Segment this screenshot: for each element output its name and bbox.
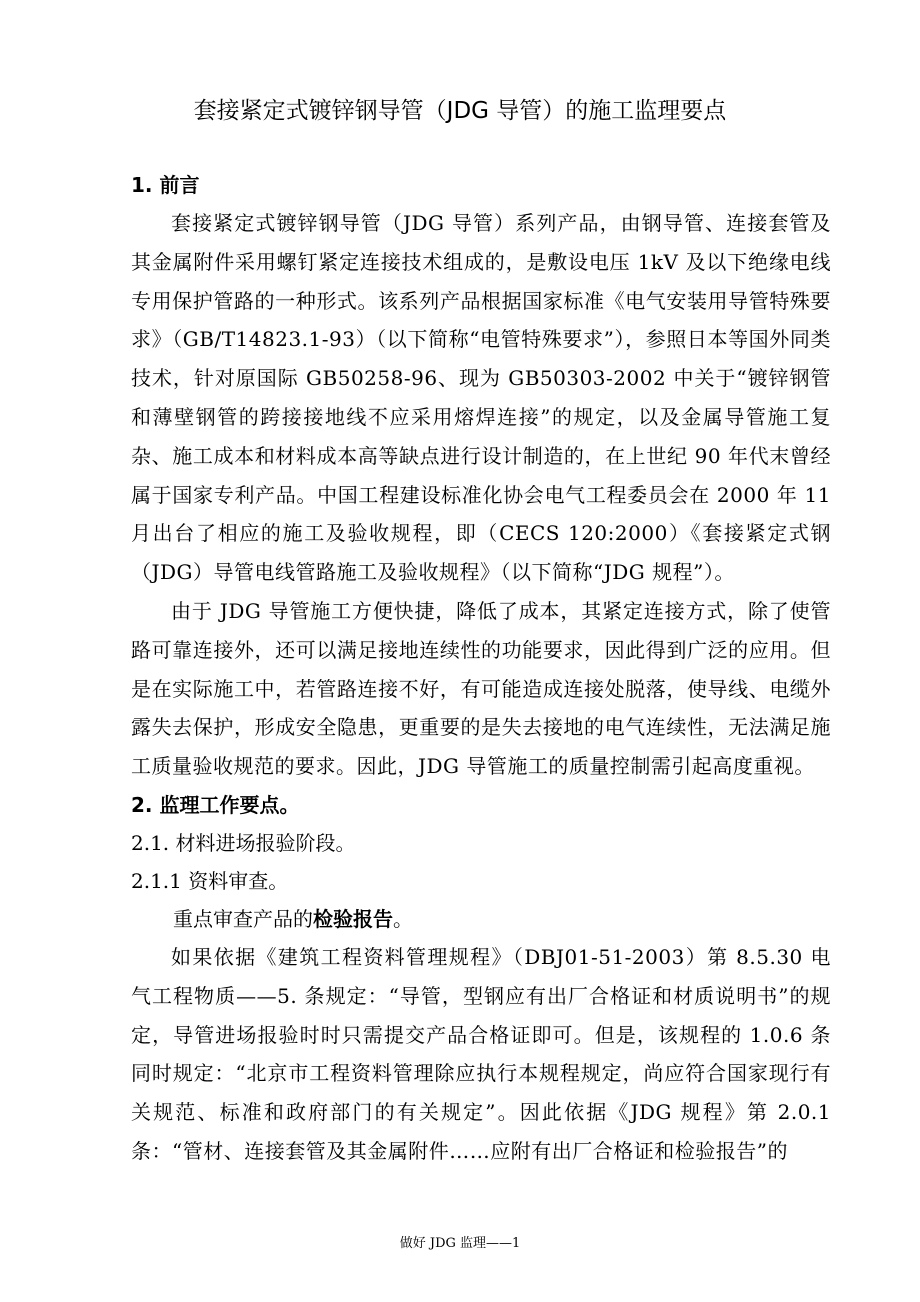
section-1-heading: 1. 前言	[131, 173, 200, 197]
subsection-2-1-1-heading: 2.1.1 资料审查。	[131, 868, 289, 893]
section-2-paragraph: 如果依据《建筑工程资料管理规程》（DBJ01-51-2003）第 8.5.30 电气工程物质——5. 条规定：“导管，型钢应有出厂合格证和材质说明书”的规定，导管进场报验时时只需提交产品合格证即可。但是，该规程的 1.0.6 条同时规定：“北京市工程资料管理除应执行本规程规定，尚应符合国家现行有关规范、标准和政府部门的有关规定”。因此依据《JDG 规程》第 2.0.1 条：“管材、连接套管及其金属附件……应附有出厂合格证和检验报告”的	[131, 944, 831, 1163]
review-suffix: 。	[393, 906, 413, 931]
document-title: 套接紧定式镀锌钢导管（JDG 导管）的施工监理要点	[193, 98, 727, 124]
section-1-paragraph-2: 由于 JDG 导管施工方便快捷，降低了成本，其紧定连接方式，除了使管路可靠连接外，还可以满足接地连续性的功能要求，因此得到广泛的应用。但是在实际施工中，若管路连接不好，有可能造成连接处脱落，使导线、电缆外露失去保护，形成安全隐患，更重要的是失去接地的电气连续性，无法满足施工质量验收规范的要求。因此，JDG 导管施工的质量控制需引起高度重视。	[131, 598, 831, 779]
review-bold-term: 检验报告	[313, 906, 393, 931]
review-prefix: 重点审查产品的	[173, 906, 313, 931]
subsection-2-1-heading: 2.1. 材料进场报验阶段。	[131, 830, 356, 855]
section-1-paragraph-1: 套接紧定式镀锌钢导管（JDG 导管）系列产品，由钢导管、连接套管及其金属附件采用螺钉紧定连接技术组成的，是敷设电压 1kV 及以下绝缘电线专用保护管路的一种形式。该系列产品根据国家标准《电气安装用导管特殊要求》（GB/T14823.1-93）（以下简称“电管特殊要求”），参照日本等国外同类技术，针对原国际 GB50258-96、现为 GB50303-2002 中关于“镀锌钢管和薄壁钢管的跨接接地线不应采用熔焊连接”的规定，以及金属导管施工复杂、施工成本和材料成本高等缺点进行设计制造的，在上世纪 90 年代末曾经属于国家专利产品。中国工程建设标准化协会电气工程委员会在 2000 年 11 月出台了相应的施工及验收规程，即（CECS 120:2000）《套接紧定式钢（JDG）导管电线管路施工及验收规程》（以下简称“JDG 规程”）。	[131, 211, 831, 585]
section-2-heading: 2. 监理工作要点。	[131, 792, 300, 817]
document-body	[131, 166, 831, 1171]
page-footer: 做好 JDG 监理——1	[399, 1236, 521, 1251]
review-focus-line	[131, 900, 831, 938]
